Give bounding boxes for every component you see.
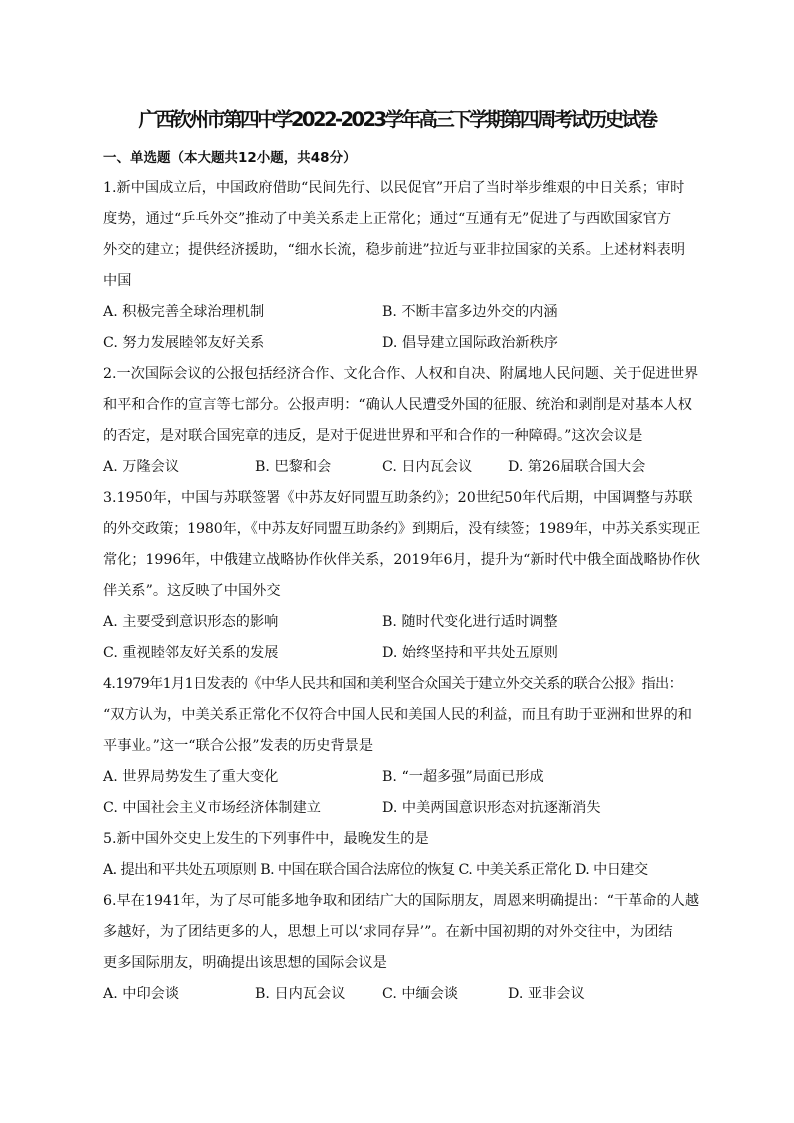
q6-line-1: 6.早在1941年，为了尽可能多地争取和团结广大的国际朋友，周恩来明确提出：“干革命的人越 [103,893,700,909]
q4-line-3: 平事业。”这一“联合公报”发表的历史背景是 [103,738,374,754]
q6-option-c: C. 中缅会谈 [382,986,459,1002]
q2-line-3: 的否定，是对联合国宪章的违反，是对于促进世界和平和合作的一种障碍。”这次会议是 [103,428,643,444]
q3-option-a: A. 主要受到意识形态的影响 [103,614,279,630]
q4-line-2: “双方认为，中美关系正常化不仅符合中国人民和美国人民的利益，而且有助于亚洲和世界的和 [103,707,692,723]
q1-option-c: C. 努力发展睦邻友好关系 [103,335,265,351]
q6-option-b: B. 日内瓦会议 [255,986,346,1002]
q1-option-a: A. 积极完善全球治理机制 [103,304,265,320]
q6-line-2: 多越好，为了团结更多的人，思想上可以‘求同存异’”。在新中国初期的对外交往中，为团结 [103,924,673,940]
q3-line-4: 伴关系”。这反映了中国外交 [103,583,281,599]
q6-line-3: 更多国际朋友，明确提出该思想的国际会议是 [103,955,387,971]
q1-line-3: 外交的建立；提供经济援助，“细水长流，稳步前进”拉近与亚非拉国家的关系。上述材料表明 [103,242,686,258]
q3-option-c: C. 重视睦邻友好关系的发展 [103,645,279,661]
q1-line-1: 1.新中国成立后，中国政府借助“民间先行、以民促官”开启了当时举步维艰的中日关系；审时 [103,180,685,196]
q3-line-1: 3.1950年，中国与苏联签署《中苏友好同盟互助条约》；20世纪50年代后期，中国调整与苏联 [103,490,693,506]
page-title: 广西钦州市第四中学2022-2023学年高三下学期第四周考试历史试卷 [138,108,656,131]
q2-line-1: 2.一次国际会议的公报包括经济合作、文化合作、人权和自决、附属地人民问题、关于促进世界 [103,366,699,382]
q2-line-2: 和平和合作的宣言等七部分。公报声明：“确认人民遭受外国的征服、统治和剥削是对基本人权 [103,397,692,413]
q2-option-c: C. 日内瓦会议 [382,459,473,475]
q4-option-c: C. 中国社会主义市场经济体制建立 [103,800,321,816]
q2-option-a: A. 万隆会议 [103,459,180,475]
q3-line-3: 常化；1996年，中俄建立战略协作伙伴关系，2019年6月，提升为“新时代中俄全面战略协作伙 [103,552,700,568]
q4-option-d: D. 中美两国意识形态对抗逐渐消失 [382,800,601,816]
q5-line-1: 5.新中国外交史上发生的下列事件中，最晚发生的是 [103,831,429,847]
q3-line-2: 的外交政策；1980年，《中苏友好同盟互助条约》到期后，没有续签；1989年，中苏关系实现正 [103,521,700,537]
q3-option-d: D. 始终坚持和平共处五原则 [382,645,558,661]
q3-option-b: B. 随时代变化进行适时调整 [382,614,558,630]
q6-option-a: A. 中印会谈 [103,986,180,1002]
q2-option-d: D. 第26届联合国大会 [508,459,646,475]
q1-option-b: B. 不断丰富多边外交的内涵 [382,304,558,320]
q2-option-b: B. 巴黎和会 [255,459,332,475]
q5-options-line: A. 提出和平共处五项原则 B. 中国在联合国合法席位的恢复 C. 中美关系正常化 D. 中日建交 [103,862,648,878]
q4-option-a: A. 世界局势发生了重大变化 [103,769,279,785]
section-heading: 一、单选题（本大题共12小题，共48分） [103,150,357,166]
q1-line-4: 中国 [103,273,132,289]
q4-line-1: 4.1979年1月1日发表的《中华人民共和国和美利坚合众国关于建立外交关系的联合公报》指出： [103,676,683,692]
q6-option-d: D. 亚非会议 [508,986,585,1002]
q1-line-2: 度势，通过“乒乓外交”推动了中美关系走上正常化；通过“互通有无”促进了与西欧国家官方 [103,211,672,227]
q4-option-b: B. “一超多强”局面已形成 [382,769,544,785]
q1-option-d: D. 倡导建立国际政治新秩序 [382,335,558,351]
